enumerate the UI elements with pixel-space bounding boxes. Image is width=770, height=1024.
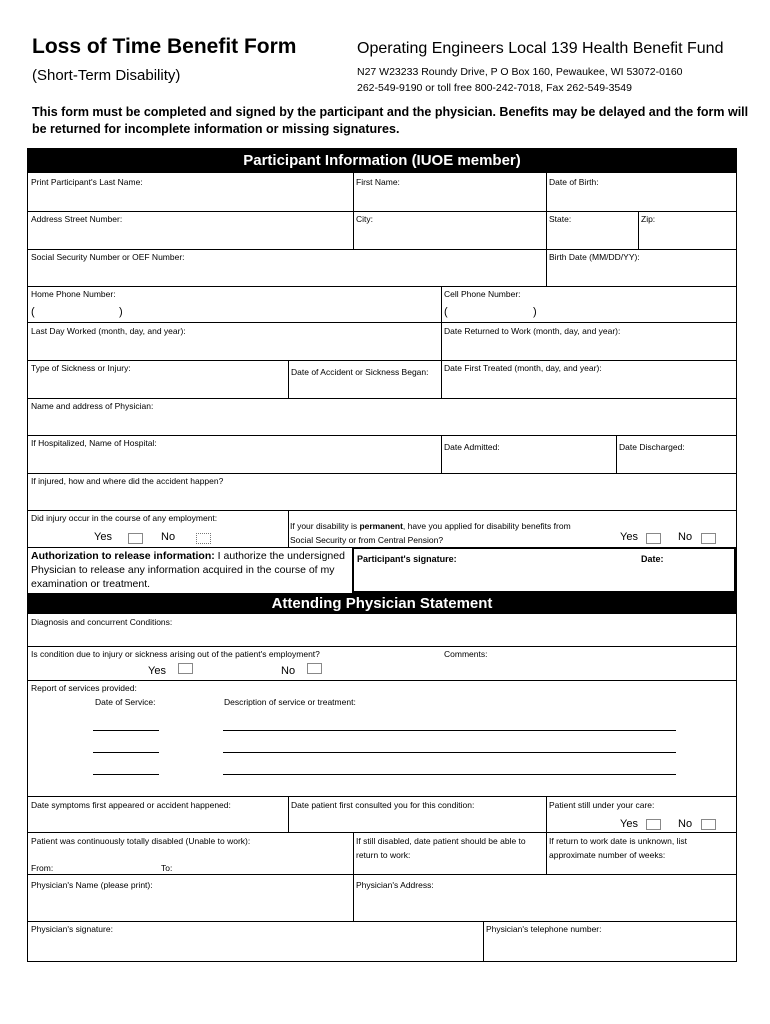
condition-employment-question: Is condition due to injury or sickness arising out of the patient's employment? [31, 649, 320, 659]
home-phone-field[interactable]: Home Phone Number: [31, 289, 116, 299]
permanent-question-line-2: Social Security or from Central Pension? [290, 535, 444, 545]
physician-name-address-field[interactable]: Name and address of Physician: [31, 401, 154, 411]
first-name-field[interactable]: First Name: [356, 177, 400, 187]
comments-field[interactable]: Comments: [444, 649, 488, 659]
fund-address: N27 W23233 Roundy Drive, P O Box 160, Pewaukee, WI 53072-0160 [357, 66, 683, 78]
first-consulted-field[interactable]: Date patient first consulted you for this condition: [291, 800, 475, 810]
participant-section-header: Participant Information (IUOE member) [28, 149, 736, 173]
care-yes-checkbox[interactable] [646, 819, 661, 830]
service-description-line-2[interactable] [223, 752, 676, 753]
service-date-line-3[interactable] [93, 774, 159, 775]
care-no-label: No [678, 818, 693, 830]
date-admitted-field[interactable]: Date Admitted: [444, 442, 500, 452]
form-subtitle: (Short-Term Disability) [32, 67, 181, 84]
type-sickness-field[interactable]: Type of Sickness or Injury: [31, 363, 131, 373]
benefit-form [27, 148, 737, 962]
injury-employment-question: Did injury occur in the course of any employment: [31, 513, 218, 523]
condition-yes-checkbox[interactable] [178, 663, 193, 674]
date-discharged-field[interactable]: Date Discharged: [619, 442, 685, 452]
symptoms-first-field[interactable]: Date symptoms first appeared or accident happened: [31, 800, 231, 810]
employment-no-label: No [161, 531, 176, 543]
cell-phone-field[interactable]: Cell Phone Number: [444, 289, 521, 299]
date-returned-field[interactable]: Date Returned to Work (month, day, and year): [444, 326, 621, 336]
date-accident-field[interactable]: Date of Accident or Sickness Began: [291, 367, 429, 377]
hospital-field[interactable]: If Hospitalized, Name of Hospital: [31, 438, 157, 448]
home-phone-paren-close: ) [119, 306, 123, 318]
physician-section-header: Attending Physician Statement [28, 593, 736, 614]
cell-phone-paren-close: ) [533, 306, 537, 318]
physician-name-field[interactable]: Physician's Name (please print): [31, 880, 153, 890]
diagnosis-field[interactable]: Diagnosis and concurrent Conditions: [31, 617, 173, 627]
service-date-line-1[interactable] [93, 730, 159, 731]
weeks-field-line-2: approximate number of weeks: [549, 850, 666, 860]
birth-date-field[interactable]: Birth Date (MM/DD/YY): [549, 252, 640, 262]
last-day-worked-field[interactable]: Last Day Worked (month, day, and year): [31, 326, 186, 336]
home-phone-paren-open: ( [31, 306, 35, 318]
care-yes-label: Yes [620, 818, 638, 830]
permanent-no-checkbox[interactable] [701, 533, 716, 544]
cell-phone-paren-open: ( [444, 306, 448, 318]
description-label: Description of service or treatment: [224, 697, 356, 707]
ssn-field[interactable]: Social Security Number or OEF Number: [31, 252, 185, 262]
form-title: Loss of Time Benefit Form [32, 35, 297, 58]
participant-date-label: Date: [641, 554, 664, 564]
authorization-text: Authorization to release information: I authorize the undersigned Physician to release any information acquired in the course of my examination or treatment. [31, 550, 345, 590]
participant-signature-label: Participant's signature: [357, 554, 457, 564]
instructions-line-2: be returned for incomplete information or missing signatures. [32, 122, 400, 136]
still-under-care-label: Patient still under your care: [549, 800, 655, 810]
permanent-yes-checkbox[interactable] [646, 533, 661, 544]
date-of-service-label: Date of Service: [95, 697, 156, 707]
condition-yes-label: Yes [148, 665, 166, 677]
condition-no-label: No [281, 665, 296, 677]
date-first-treated-field[interactable]: Date First Treated (month, day, and year): [444, 363, 602, 373]
care-no-checkbox[interactable] [701, 819, 716, 830]
return-date-field[interactable]: If still disabled, date patient should be able to [356, 836, 526, 846]
report-services-label: Report of services provided: [31, 683, 137, 693]
physician-signature-field[interactable]: Physician's signature: [31, 924, 113, 934]
condition-no-checkbox[interactable] [307, 663, 322, 674]
service-date-line-2[interactable] [93, 752, 159, 753]
permanent-no-label: No [678, 531, 693, 543]
state-field[interactable]: State: [549, 214, 572, 224]
weeks-field[interactable]: If return to work date is unknown, list [549, 836, 687, 846]
disabled-from-field[interactable]: From: [31, 863, 54, 873]
date-of-birth-field[interactable]: Date of Birth: [549, 177, 599, 187]
city-field[interactable]: City: [356, 214, 373, 224]
employment-yes-label: Yes [94, 531, 112, 543]
injury-how-field[interactable]: If injured, how and where did the accident happen? [31, 476, 224, 486]
service-description-line-1[interactable] [223, 730, 676, 731]
fund-phone: 262-549-9190 or toll free 800-242-7018, Fax 262-549-3549 [357, 82, 632, 94]
address-field[interactable]: Address Street Number: [31, 214, 123, 224]
disabled-to-field[interactable]: To: [161, 863, 173, 873]
permanent-question: If your disability is permanent, have you applied for disability benefits from [290, 521, 571, 531]
employment-yes-checkbox[interactable] [128, 533, 143, 544]
return-date-field-line-2: return to work: [356, 850, 411, 860]
service-description-line-3[interactable] [223, 774, 676, 775]
zip-field[interactable]: Zip: [641, 214, 656, 224]
fund-name: Operating Engineers Local 139 Health Benefit Fund [357, 40, 724, 57]
continuously-disabled-label: Patient was continuously totally disabled (Unable to work): [31, 836, 251, 846]
physician-phone-field[interactable]: Physician's telephone number: [486, 924, 602, 934]
instructions-line-1: This form must be completed and signed by the participant and the physician. Benefits may be delayed and the form will [32, 105, 749, 119]
physician-address-field[interactable]: Physician's Address: [356, 880, 434, 890]
employment-no-checkbox[interactable] [196, 533, 211, 544]
permanent-yes-label: Yes [620, 531, 638, 543]
last-name-field[interactable]: Print Participant's Last Name: [31, 177, 143, 187]
